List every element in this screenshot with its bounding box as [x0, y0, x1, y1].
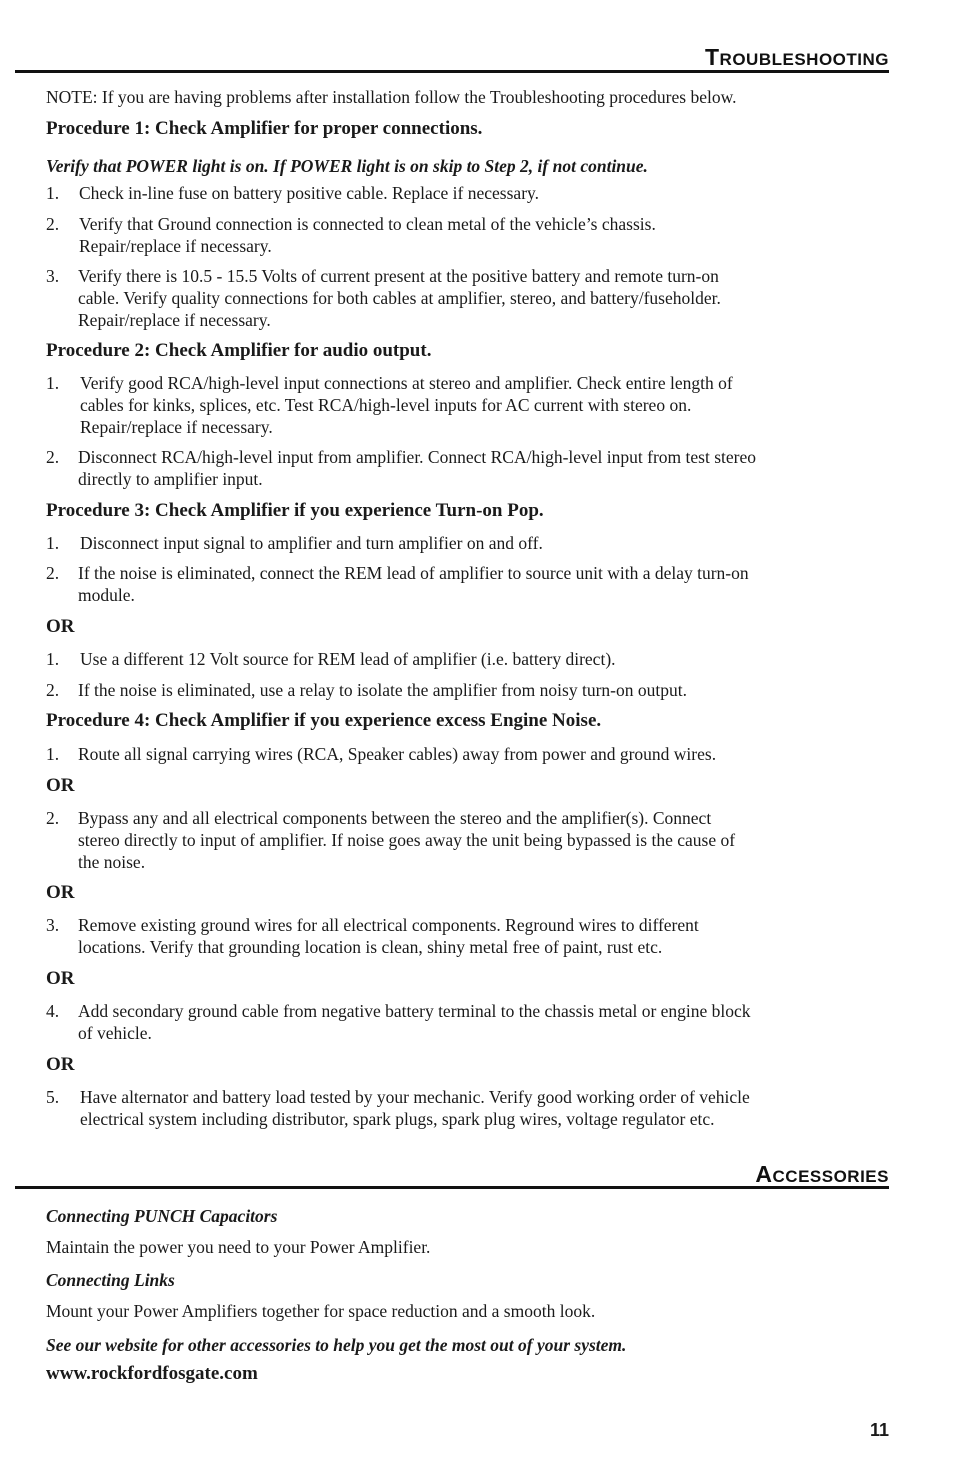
note-text: NOTE: If you are having problems after installation follow the Troubleshooting procedures below. [46, 87, 737, 107]
capacitors-text: Maintain the power you need to your Power Amplifier. [46, 1237, 431, 1257]
section-title-accessories: ACCESSORIES [755, 1161, 889, 1187]
links-text: Mount your Power Amplifiers together for space reduction and a smooth look. [46, 1301, 596, 1321]
section-title-troubleshooting: TROUBLESHOOTING [704, 44, 889, 70]
page-number: 11 [869, 1420, 889, 1440]
website-note: See our website for other accessories to help you get the most out of your system. [46, 1335, 627, 1355]
section-divider [15, 70, 889, 73]
or-separator: OR [46, 616, 75, 637]
procedure-4-title: Procedure 4: Check Amplifier if you experience excess Engine Noise. [46, 710, 602, 731]
or-separator: OR [46, 882, 75, 903]
or-separator: OR [46, 775, 75, 796]
procedure-1-title: Procedure 1: Check Amplifier for proper connections. [46, 118, 483, 139]
procedure-3-title: Procedure 3: Check Amplifier if you experience Turn-on Pop. [46, 500, 544, 521]
or-separator: OR [46, 1054, 75, 1075]
section-divider [15, 1186, 889, 1189]
website-link[interactable]: www.rockfordfosgate.com [46, 1363, 258, 1384]
links-title: Connecting Links [46, 1270, 175, 1290]
procedure-2-title: Procedure 2: Check Amplifier for audio output. [46, 340, 432, 361]
capacitors-title: Connecting PUNCH Capacitors [46, 1206, 278, 1226]
or-separator: OR [46, 968, 75, 989]
procedure-1-intro: Verify that POWER light is on. If POWER light is on skip to Step 2, if not continue. [46, 156, 648, 176]
